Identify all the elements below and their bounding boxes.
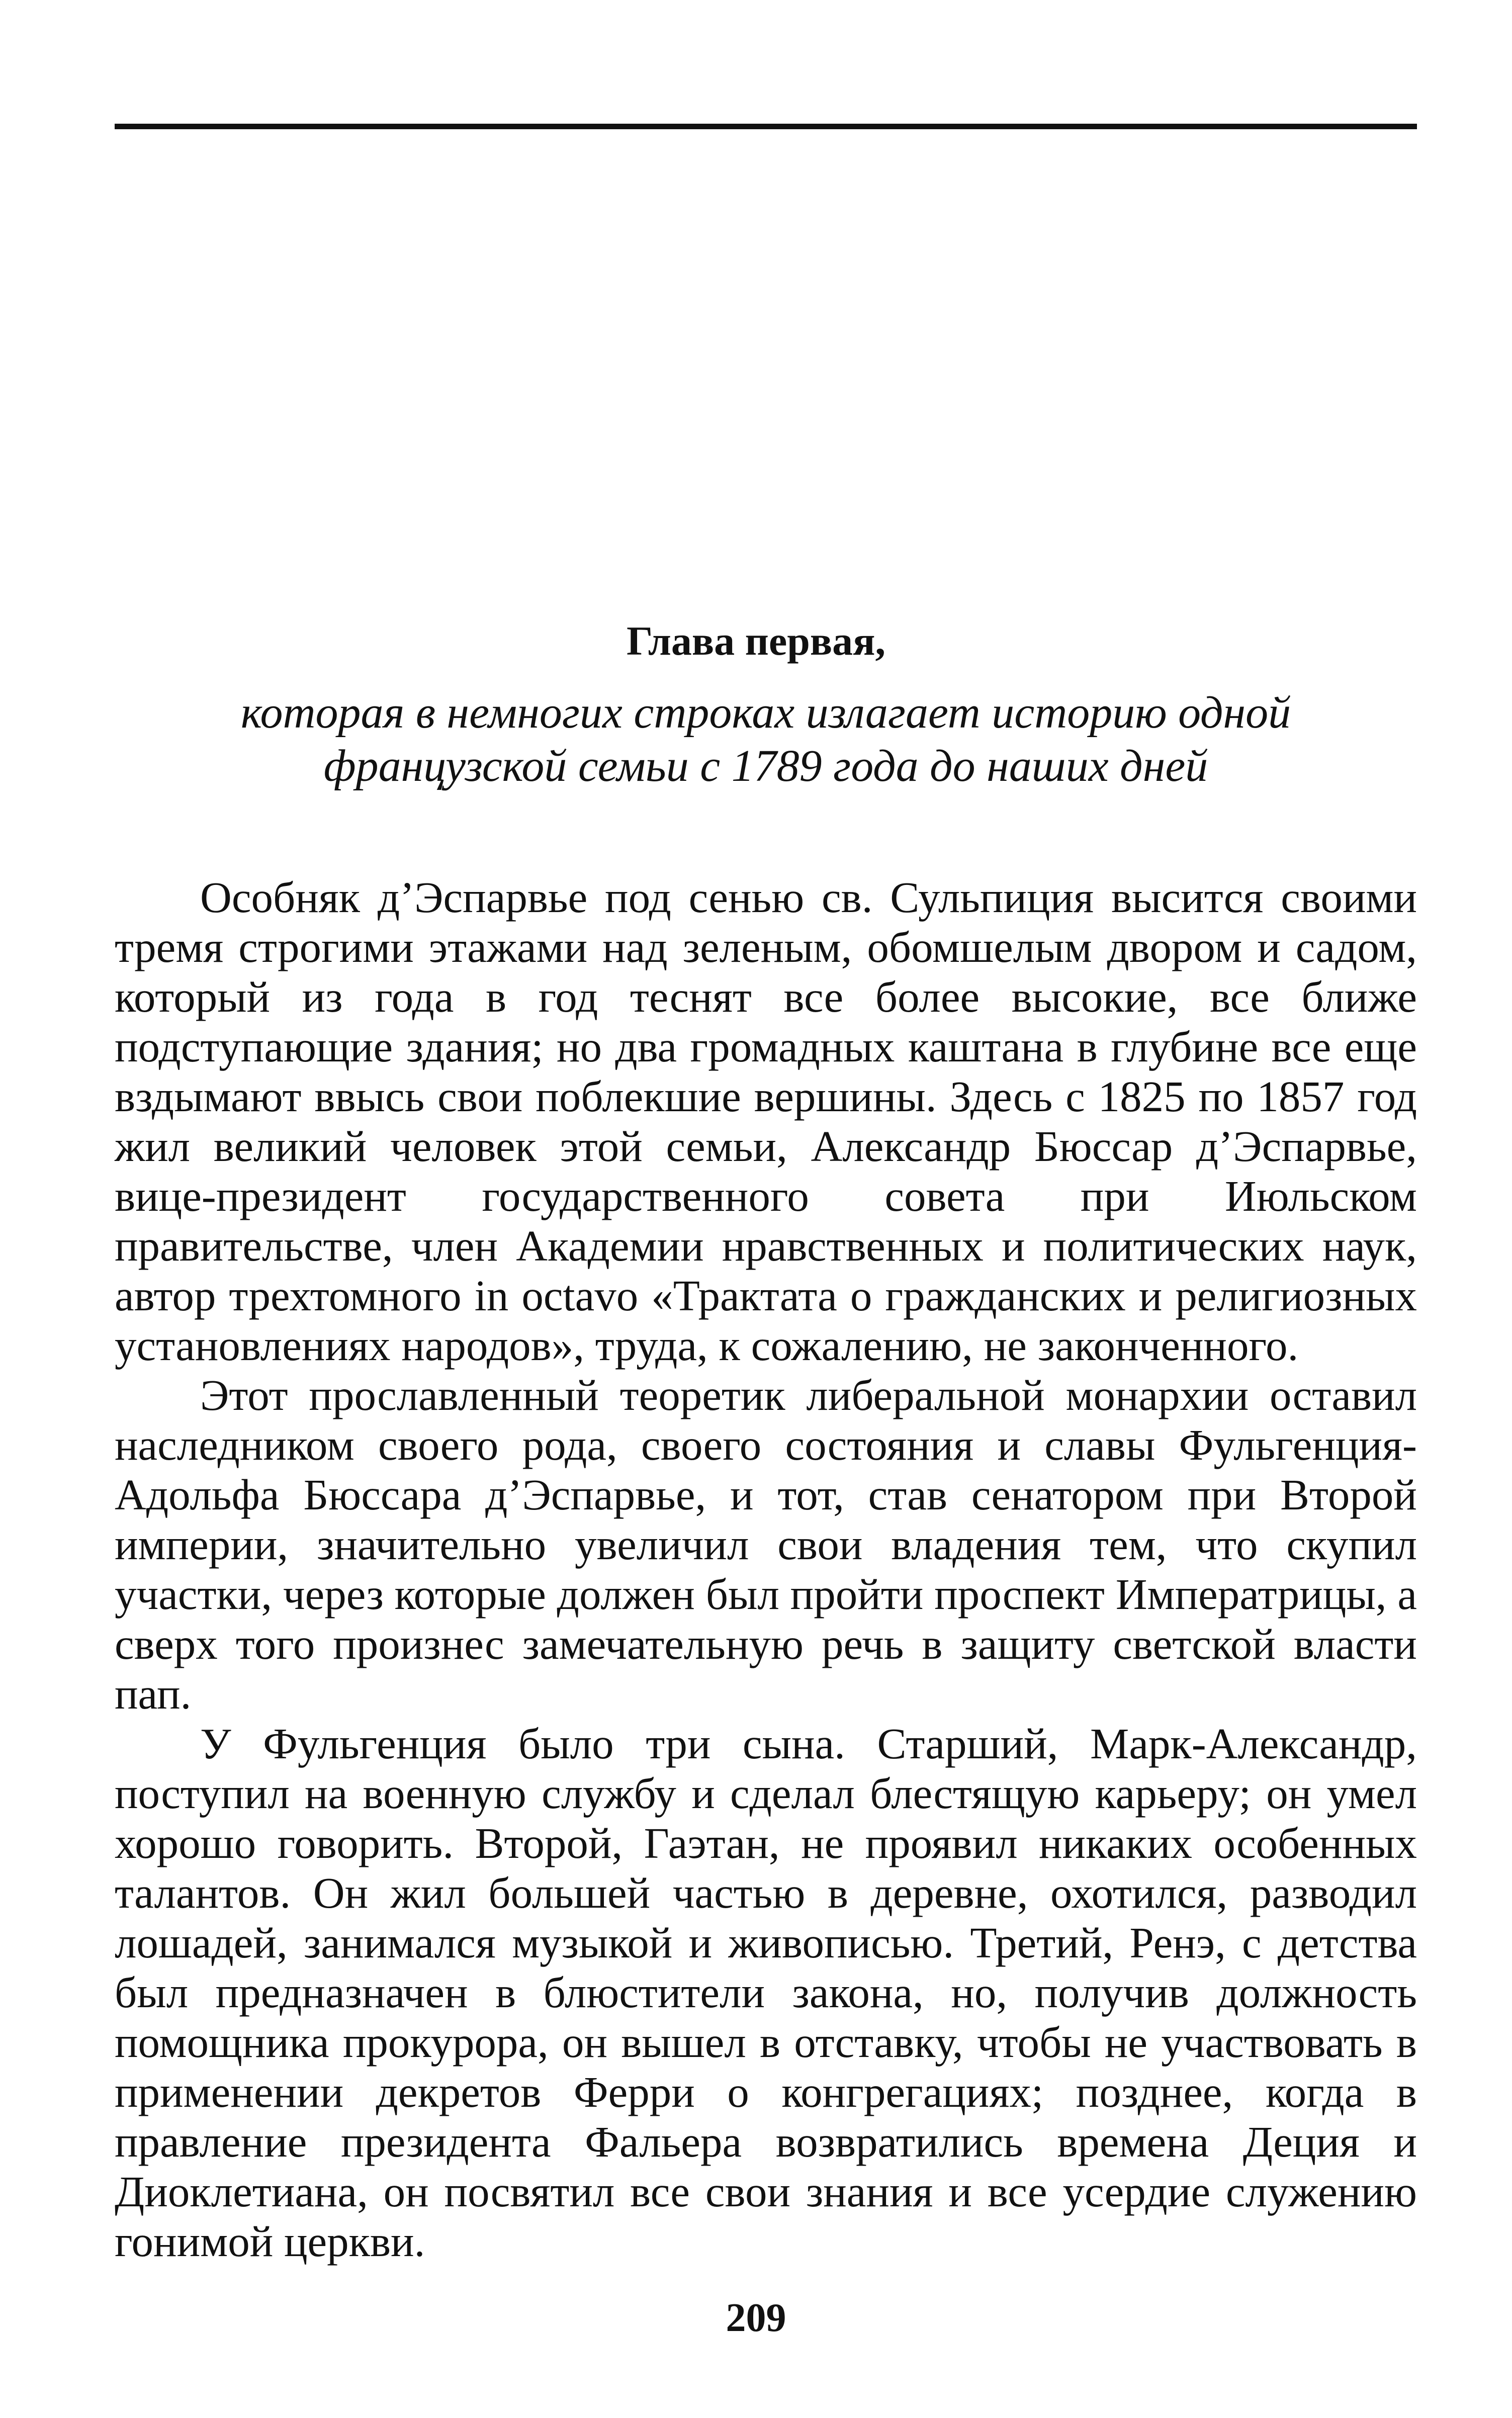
page-number: 209	[726, 2296, 786, 2340]
top-rule	[115, 124, 1417, 129]
chapter-subtitle-line: которая в немногих строках излагает историю одной	[240, 688, 1291, 738]
paragraph: У Фульгенция было три сына. Старший, Марк-Александр, поступил на военную службу и сделал блестящую карьеру; он умел хорошо говорить. Второй, Гаэтан, не проявил никаких особенных талантов. Он жил большей частью в деревне, охотился, разводил лошадей, занимался музыкой и живописью. Третий, Ренэ, с детства был предназначен в блюстители закона, но, получив должность помощника прокурора, он вышел в отставку, чтобы не участвовать в применении декретов Ферри о конгрегациях; позднее, когда в правление президента Фальера возвратились времена Деция и Диоклетиана, он посвятил все свои знания и все усердие служению гонимой церкви.	[115, 1719, 1417, 2266]
chapter-subtitle-line: французской семьи с 1789 года до наших дней	[323, 741, 1208, 791]
body-text	[115, 872, 1417, 2266]
chapter-subtitle	[115, 686, 1417, 793]
paragraph: Особняк д’Эспарвье под сенью св. Сульпиция высится своими тремя строгими этажами над зеленым, обомшелым двором и садом, который из года в год теснят все более высокие, все ближе подступающие здания; но два громадных каштана в глубине все еще вздымают ввысь свои поблекшие вершины. Здесь с 1825 по 1857 год жил великий человек этой семьи, Александр Бюссар д’Эспарвье, вице-президент государственного совета при Июльском правительстве, член Академии нравственных и политических наук, автор трехтомного in octavo «Трактата о гражданских и религиозных установлениях народов», труда, к сожалению, не законченного.	[115, 873, 1417, 1370]
paragraph: Этот прославленный теоретик либеральной монархии оставил наследником своего рода, своего состояния и славы Фульгенция-Адольфа Бюссара д’Эспарвье, и тот, став сенатором при Второй империи, значительно увеличил свои владения тем, что скупил участки, через которые должен был пройти проспект Императрицы, а сверх того произнес замечательную речь в защиту светской власти пап.	[115, 1371, 1417, 1718]
chapter-title: Глава первая,	[626, 618, 886, 664]
